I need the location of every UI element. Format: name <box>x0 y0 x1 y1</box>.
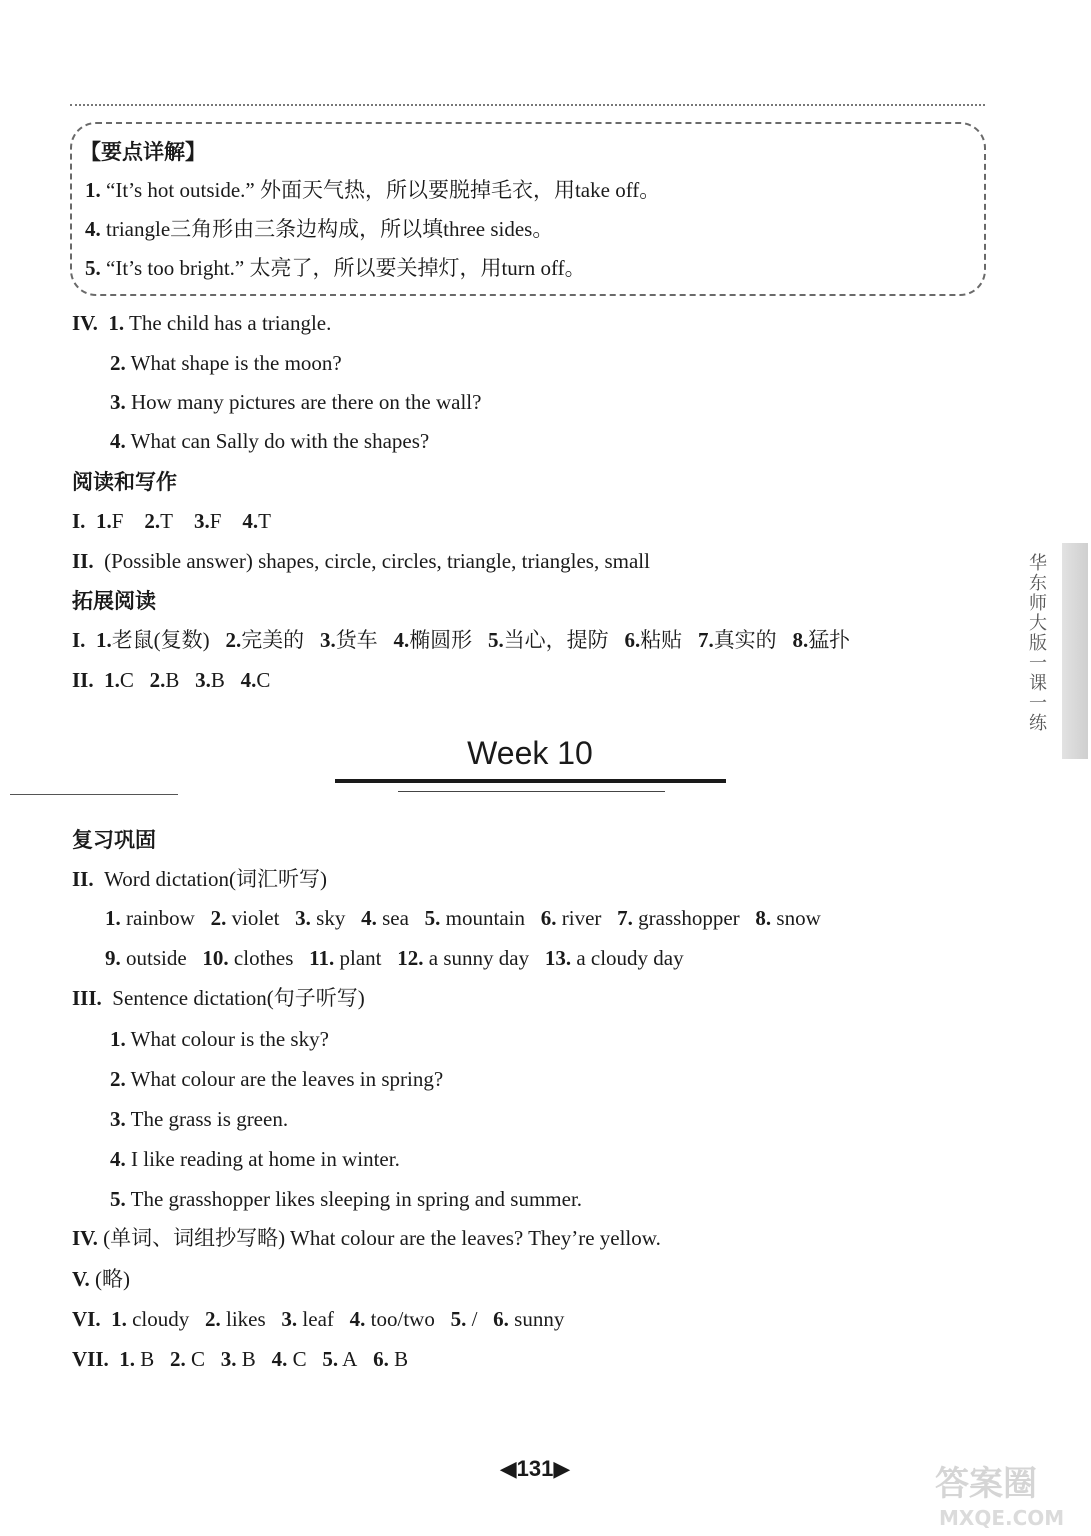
title-rule-thin <box>398 791 665 792</box>
side-tab-strip <box>1062 543 1088 759</box>
sentence-2: 2. What colour are the leaves in spring? <box>110 1067 444 1091</box>
sentence-3: 3. The grass is green. <box>110 1107 289 1131</box>
key-points-title: 【要点详解】 <box>80 140 206 164</box>
watermark-line-2: MXQE.COM <box>939 1506 1065 1530</box>
section-iv-item-2: 2. What shape is the moon? <box>110 351 342 375</box>
extended-reading-i: I. 1.老鼠(复数) 2.完美的 3.货车 4.椭圆形 5.当心，提防 6.粘贴 7.真实的 8.猛扑 <box>72 628 851 652</box>
watermark-line-1: 答案圈 <box>935 1464 1037 1504</box>
key-point-5: 5. “It’s too bright.” 太亮了，所以要关掉灯，用turn off。 <box>85 256 586 280</box>
reading-writing-heading: 阅读和写作 <box>72 470 177 494</box>
word-dictation-title: II. Word dictation(词汇听写) <box>72 867 327 891</box>
top-dotted-rule <box>70 104 985 106</box>
key-point-1: 1. “It’s hot outside.” 外面天气热，所以要脱掉毛衣，用take off。 <box>85 178 661 202</box>
sentence-5: 5. The grasshopper likes sleeping in spring and summer. <box>110 1187 583 1211</box>
section-iv-item-3: 3. How many pictures are there on the wall? <box>110 390 482 414</box>
section-iv-item-1: IV. 1. The child has a triangle. <box>72 311 332 335</box>
sentence-4: 4. I like reading at home in winter. <box>110 1147 400 1171</box>
key-point-4: 4. triangle三角形由三条边构成，所以填three sides。 <box>85 217 554 241</box>
left-margin-rule <box>10 794 178 795</box>
review-vi: VI. 1. cloudy 2. likes 3. leaf 4. too/two 5. / 6. sunny <box>72 1307 565 1331</box>
extended-reading-heading: 拓展阅读 <box>72 589 156 613</box>
review-heading: 复习巩固 <box>72 828 156 852</box>
reading-writing-ii: II. (Possible answer) shapes, circle, circles, triangle, triangles, small <box>72 549 650 573</box>
reading-writing-i: I. 1.F 2.T 3.F 4.T <box>72 509 271 533</box>
watermark-logo <box>925 1455 1091 1533</box>
word-dictation-row-1: 1. rainbow 2. violet 3. sky 4. sea 5. mountain 6. river 7. grasshopper 8. snow <box>105 906 821 930</box>
week-title: Week 10 <box>467 735 593 771</box>
extended-reading-ii: II. 1.C 2.B 3.B 4.C <box>72 668 271 692</box>
review-vii: VII. 1. B 2. C 3. B 4. C 5. A 6. B <box>72 1347 409 1371</box>
title-rule-thick <box>335 779 726 783</box>
review-v: V. (略) <box>72 1267 130 1291</box>
sentence-1: 1. What colour is the sky? <box>110 1027 329 1051</box>
sentence-dictation-title: III. Sentence dictation(句子听写) <box>72 986 365 1010</box>
review-iv: IV. (单词、词组抄写略) What colour are the leaves? They’re yellow. <box>72 1226 661 1250</box>
word-dictation-row-2: 9. outside 10. clothes 11. plant 12. a sunny day 13. a cloudy day <box>105 946 684 970</box>
section-iv-item-4: 4. What can Sally do with the shapes? <box>110 429 430 453</box>
page-number: ◀131▶ <box>499 1456 571 1481</box>
side-series-label: 华东师大版一课一练 <box>1027 553 1047 733</box>
